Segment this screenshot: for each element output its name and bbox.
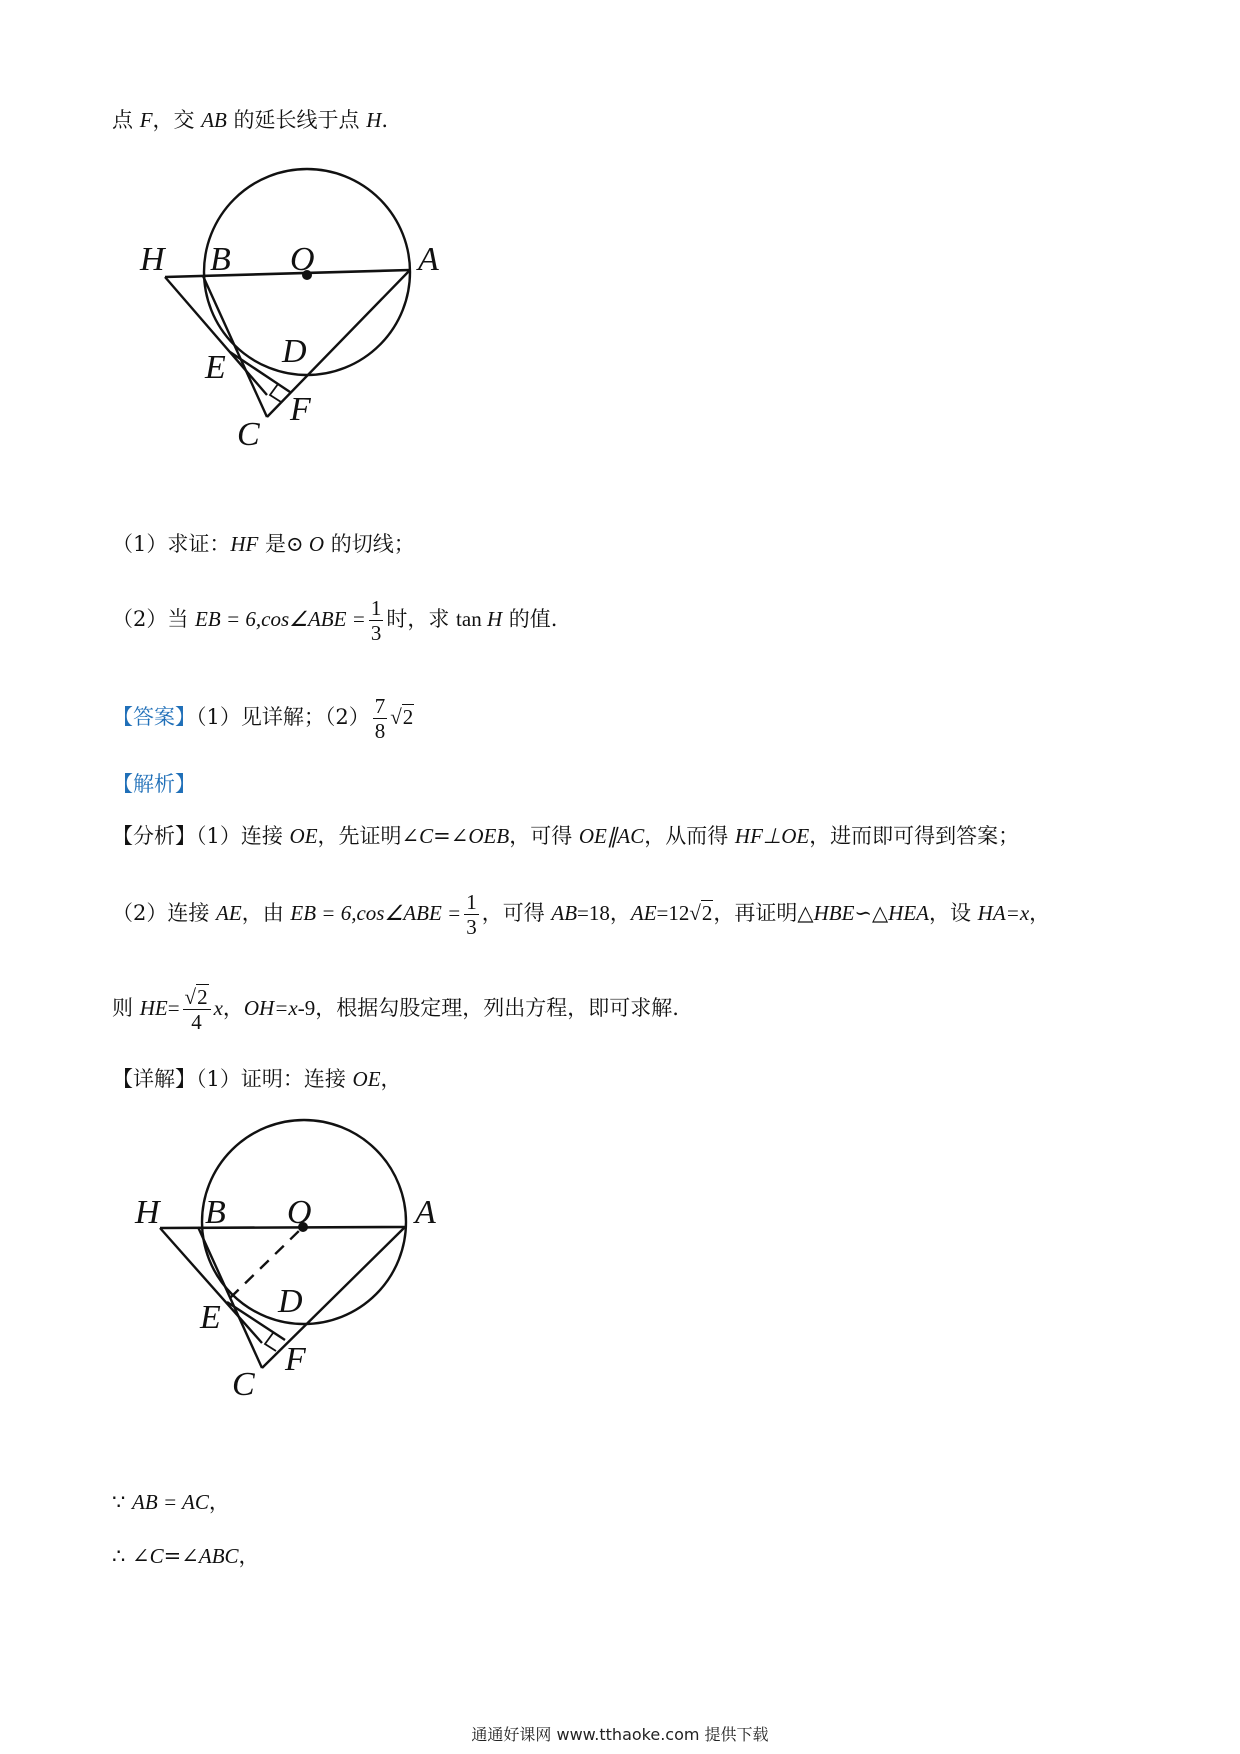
variable-x: x [213, 996, 223, 1020]
point-O: O [303, 532, 325, 556]
intro-text: . [381, 108, 389, 132]
step-text: ， [238, 1544, 260, 1568]
label-A: A [415, 1194, 436, 1231]
line-HA [165, 270, 410, 277]
fenxi-text: 则 [112, 996, 140, 1020]
fraction-numerator: 7 [374, 694, 386, 718]
analysis-heading [112, 770, 196, 798]
fraction [369, 596, 384, 645]
step-1 [112, 1488, 230, 1516]
analysis-tag: 【解析】 [112, 772, 196, 796]
fraction-denominator: 4 [191, 1010, 202, 1034]
intro-text: ，交 [152, 108, 202, 132]
segment-OH: OH=x [243, 996, 298, 1020]
fenxi-text: =∠ [433, 824, 469, 848]
segment-AB: AB [201, 108, 227, 132]
geometry-figure-1 [0, 0, 1240, 480]
right-angle-mark [265, 1333, 276, 1351]
radicand: 2 [701, 901, 713, 925]
fenxi-line-3 [112, 985, 679, 1034]
fraction-denominator: 8 [374, 719, 386, 743]
label-C: C [237, 416, 260, 453]
value-minus-9: -9 [297, 996, 316, 1020]
answer-tag: 【答案】 [112, 705, 196, 729]
question-number: （1）求证： [112, 532, 231, 556]
therefore-symbol: ∴ [112, 1544, 133, 1568]
value-18: =18， [577, 901, 631, 925]
label-A: A [418, 241, 439, 278]
label-F: F [285, 1341, 306, 1378]
label-D: D [278, 1283, 303, 1320]
because-symbol: ∵ [112, 1490, 133, 1514]
fenxi-line-1 [112, 822, 1019, 850]
fenxi-tag: 【分析】 [112, 824, 196, 848]
fenxi-text: ，根据勾股定理，列出方程，即可求解. [315, 996, 679, 1020]
segment-HE: HE [139, 996, 168, 1020]
fenxi-text: ，从而得 [644, 824, 735, 848]
label-D: D [282, 333, 307, 370]
parallel-OE-AC: OE∥AC [578, 824, 645, 848]
math-expression: EB = 6,cos∠ABE = [290, 901, 462, 925]
answer-line [112, 694, 414, 743]
point-C: C [149, 1544, 164, 1568]
segment-AE: AE [630, 901, 657, 925]
line-BC [203, 276, 267, 417]
point-H: H [366, 108, 382, 132]
question-text: 时，求 [386, 607, 457, 631]
segment-HF: HF [230, 532, 259, 556]
intro-text: 点 [112, 108, 140, 132]
label-H: H [140, 241, 165, 278]
point-H: H [481, 607, 503, 631]
step-2 [112, 1542, 260, 1570]
point-F: F [139, 108, 153, 132]
footer-watermark: 通通好课网 www.tthaoke.com 提供下载 [471, 1725, 769, 1744]
segment-OE: OE [289, 824, 318, 848]
xiangjie-text: ， [380, 1067, 402, 1091]
label-H: H [135, 1194, 160, 1231]
question-text: 的值. [502, 607, 558, 631]
fenxi-text: ，由 [241, 901, 291, 925]
segment-AB: AB [551, 901, 578, 925]
fenxi-text: ，进而即可得到答案； [809, 824, 1020, 848]
angle-ABC: ABC [198, 1544, 239, 1568]
equals: = [167, 996, 180, 1020]
triangle-HBE: HBE [813, 901, 855, 925]
equals-angle: =∠ [163, 1544, 199, 1568]
geometry-figure-2 [0, 1100, 1240, 1430]
perp-HF-OE: HF⊥OE [734, 824, 810, 848]
question-number: （2）当 [112, 607, 196, 631]
xiangjie-tag: 【详解】 [112, 1067, 196, 1091]
xiangjie-text: （1）证明：连接 [196, 1067, 353, 1091]
radicand: 2 [402, 705, 414, 729]
intro-text: 的延长线于点 [226, 108, 367, 132]
let-HA-x: HA=x [977, 901, 1030, 925]
fraction-denominator: 3 [370, 621, 382, 645]
value-12: =12 [656, 901, 690, 925]
radicand: 2 [197, 985, 208, 1009]
label-E: E [205, 349, 226, 386]
sqrt: √2 [689, 901, 713, 925]
angle-OEB: OEB [468, 824, 510, 848]
label-O: O [287, 1194, 312, 1231]
fenxi-text: ， [1029, 901, 1051, 925]
sqrt: √2 [184, 985, 208, 1009]
fenxi-text: ，可得 [481, 901, 552, 925]
fenxi-text: （2）连接 [112, 901, 217, 925]
right-angle-mark [270, 384, 281, 402]
fraction-numerator: 1 [466, 890, 477, 914]
fenxi-text: （1）连接 [196, 824, 290, 848]
triangle-HEA: HEA [888, 901, 929, 925]
xiangjie-line [112, 1065, 402, 1093]
sqrt: √2 [390, 705, 414, 729]
fraction-numerator [183, 985, 211, 1010]
question-1 [112, 530, 415, 558]
fenxi-text: ，再证明△ [713, 901, 814, 925]
point-C: C [419, 824, 434, 848]
answer-fraction [373, 694, 388, 743]
question-text: 的切线； [324, 532, 415, 556]
step-text: ， [208, 1490, 230, 1514]
fenxi-text: ，先证明∠ [317, 824, 420, 848]
label-B: B [210, 241, 231, 278]
fraction [464, 890, 479, 939]
label-E: E [200, 1299, 221, 1336]
fraction-denominator: 3 [466, 915, 477, 939]
label-O: O [290, 241, 315, 278]
fraction [183, 985, 211, 1034]
tan-function: tan [456, 607, 482, 631]
label-B: B [205, 1194, 226, 1231]
label-C: C [232, 1366, 255, 1403]
fraction-numerator: 1 [370, 596, 382, 620]
math-expression: AB = AC [132, 1490, 209, 1514]
segment-OE: OE [352, 1067, 381, 1091]
question-2 [112, 596, 557, 645]
label-F: F [290, 391, 311, 428]
segment-AE: AE [216, 901, 242, 925]
answer-text: （1）见详解；（2） [196, 705, 370, 729]
question-text: 是⊙ [258, 532, 304, 556]
similar-symbol: ∽△ [854, 901, 889, 925]
fenxi-text: ， [222, 996, 244, 1020]
fenxi-line-2 [112, 890, 1050, 939]
line-HA [160, 1227, 405, 1228]
angle-symbol: ∠ [132, 1544, 150, 1568]
fenxi-text: ，可得 [509, 824, 579, 848]
math-expression: EB = 6,cos∠ABE = [195, 607, 366, 631]
fenxi-text: ，设 [928, 901, 978, 925]
